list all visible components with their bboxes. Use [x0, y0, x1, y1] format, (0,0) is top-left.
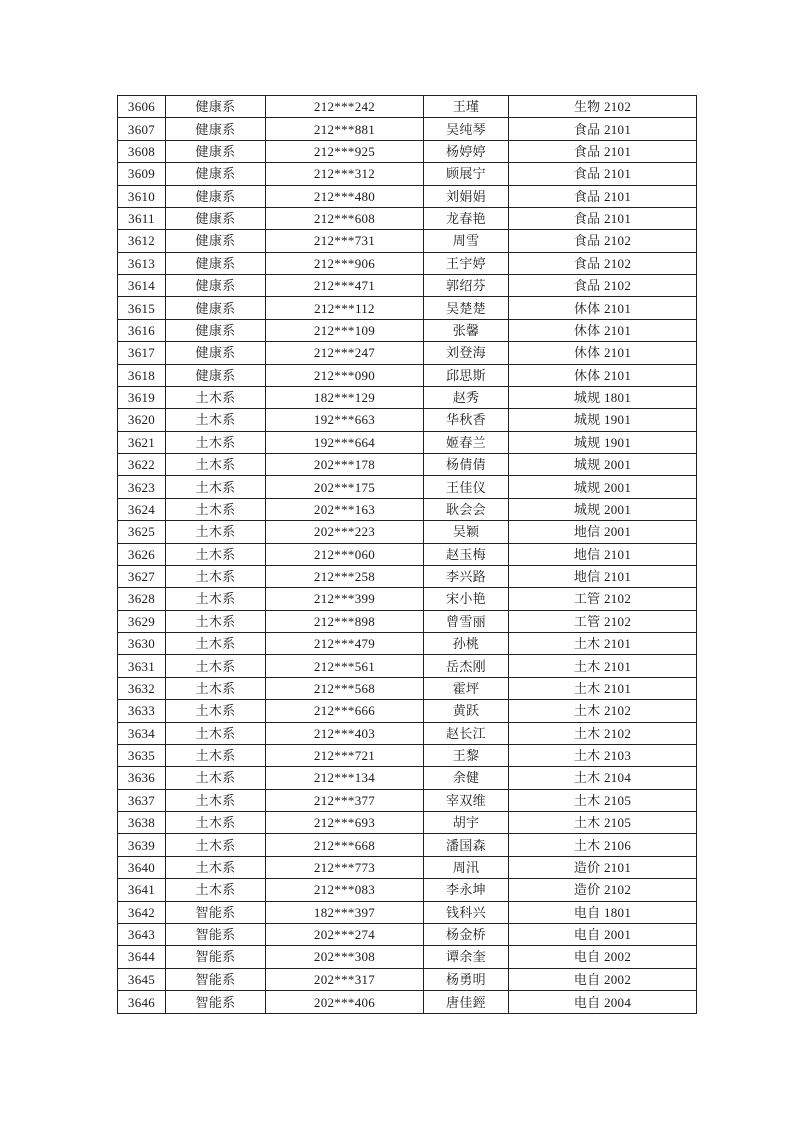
- cell-class: 土木 2101: [509, 677, 697, 699]
- cell-class: 城规 2001: [509, 454, 697, 476]
- cell-student_id: 212***258: [266, 565, 424, 587]
- cell-name: 赵秀: [424, 386, 509, 408]
- table-row: [118, 744, 697, 766]
- table-row: [118, 498, 697, 520]
- table-row: [118, 968, 697, 990]
- table-body: [118, 96, 697, 1014]
- cell-name: 顾展宁: [424, 163, 509, 185]
- cell-name: 谭余奎: [424, 946, 509, 968]
- cell-student_id: 212***693: [266, 812, 424, 834]
- cell-student_id: 212***568: [266, 677, 424, 699]
- cell-student_id: 192***663: [266, 409, 424, 431]
- cell-name: 耿会会: [424, 498, 509, 520]
- cell-class: 土木 2102: [509, 700, 697, 722]
- table-row: [118, 677, 697, 699]
- table-row: [118, 856, 697, 878]
- cell-class: 食品 2102: [509, 252, 697, 274]
- cell-department: 健康系: [166, 252, 266, 274]
- cell-name: 曾雪丽: [424, 610, 509, 632]
- cell-serial: 3627: [118, 565, 166, 587]
- cell-serial: 3629: [118, 610, 166, 632]
- cell-serial: 3626: [118, 543, 166, 565]
- table-row: [118, 297, 697, 319]
- cell-class: 地信 2001: [509, 521, 697, 543]
- cell-name: 宰双维: [424, 789, 509, 811]
- cell-name: 唐佳鋞: [424, 991, 509, 1014]
- cell-class: 休体 2101: [509, 319, 697, 341]
- cell-student_id: 212***242: [266, 96, 424, 118]
- cell-department: 土木系: [166, 476, 266, 498]
- table-row: [118, 812, 697, 834]
- cell-serial: 3618: [118, 364, 166, 386]
- table-row: [118, 655, 697, 677]
- cell-name: 李兴路: [424, 565, 509, 587]
- cell-student_id: 212***480: [266, 185, 424, 207]
- cell-serial: 3610: [118, 185, 166, 207]
- cell-department: 健康系: [166, 275, 266, 297]
- cell-student_id: 212***109: [266, 319, 424, 341]
- cell-department: 土木系: [166, 588, 266, 610]
- cell-department: 智能系: [166, 946, 266, 968]
- cell-serial: 3616: [118, 319, 166, 341]
- cell-class: 土木 2104: [509, 767, 697, 789]
- cell-serial: 3628: [118, 588, 166, 610]
- cell-department: 健康系: [166, 140, 266, 162]
- cell-serial: 3630: [118, 633, 166, 655]
- cell-department: 土木系: [166, 565, 266, 587]
- cell-class: 工管 2102: [509, 610, 697, 632]
- cell-name: 宋小艳: [424, 588, 509, 610]
- cell-department: 健康系: [166, 230, 266, 252]
- cell-serial: 3622: [118, 454, 166, 476]
- cell-class: 城规 1901: [509, 431, 697, 453]
- table-row: [118, 386, 697, 408]
- table-row: [118, 252, 697, 274]
- cell-name: 杨勇明: [424, 968, 509, 990]
- cell-name: 钱科兴: [424, 901, 509, 923]
- cell-name: 赵玉梅: [424, 543, 509, 565]
- cell-department: 土木系: [166, 812, 266, 834]
- cell-name: 吴颖: [424, 521, 509, 543]
- cell-class: 工管 2102: [509, 588, 697, 610]
- cell-name: 周汛: [424, 856, 509, 878]
- table-row: [118, 476, 697, 498]
- cell-class: 食品 2102: [509, 230, 697, 252]
- cell-name: 黄跃: [424, 700, 509, 722]
- cell-department: 健康系: [166, 342, 266, 364]
- cell-name: 周雪: [424, 230, 509, 252]
- table-row: [118, 230, 697, 252]
- cell-student_id: 212***112: [266, 297, 424, 319]
- cell-department: 土木系: [166, 856, 266, 878]
- table-row: [118, 722, 697, 744]
- cell-student_id: 212***060: [266, 543, 424, 565]
- cell-department: 土木系: [166, 834, 266, 856]
- cell-department: 健康系: [166, 163, 266, 185]
- table-row: [118, 96, 697, 118]
- table-row: [118, 521, 697, 543]
- cell-serial: 3608: [118, 140, 166, 162]
- cell-name: 王黎: [424, 744, 509, 766]
- cell-serial: 3637: [118, 789, 166, 811]
- table-row: [118, 879, 697, 901]
- cell-department: 土木系: [166, 744, 266, 766]
- cell-class: 城规 2001: [509, 498, 697, 520]
- table-row: [118, 767, 697, 789]
- cell-class: 造价 2101: [509, 856, 697, 878]
- cell-student_id: 212***668: [266, 834, 424, 856]
- cell-name: 王佳仪: [424, 476, 509, 498]
- cell-department: 智能系: [166, 923, 266, 945]
- cell-class: 城规 2001: [509, 476, 697, 498]
- cell-department: 土木系: [166, 722, 266, 744]
- cell-serial: 3640: [118, 856, 166, 878]
- cell-serial: 3625: [118, 521, 166, 543]
- cell-department: 土木系: [166, 610, 266, 632]
- table-row: [118, 700, 697, 722]
- table-row: [118, 543, 697, 565]
- cell-class: 生物 2102: [509, 96, 697, 118]
- cell-serial: 3645: [118, 968, 166, 990]
- cell-name: 吴楚楚: [424, 297, 509, 319]
- cell-department: 土木系: [166, 386, 266, 408]
- cell-department: 土木系: [166, 498, 266, 520]
- cell-name: 孙桃: [424, 633, 509, 655]
- cell-serial: 3624: [118, 498, 166, 520]
- cell-student_id: 202***274: [266, 923, 424, 945]
- cell-class: 电自 2002: [509, 968, 697, 990]
- cell-serial: 3613: [118, 252, 166, 274]
- cell-department: 智能系: [166, 991, 266, 1014]
- cell-name: 李永坤: [424, 879, 509, 901]
- cell-class: 地信 2101: [509, 543, 697, 565]
- cell-department: 土木系: [166, 879, 266, 901]
- cell-student_id: 202***317: [266, 968, 424, 990]
- cell-name: 杨婷婷: [424, 140, 509, 162]
- cell-department: 土木系: [166, 454, 266, 476]
- cell-department: 土木系: [166, 521, 266, 543]
- table-row: [118, 207, 697, 229]
- cell-serial: 3638: [118, 812, 166, 834]
- table-row: [118, 140, 697, 162]
- cell-student_id: 182***397: [266, 901, 424, 923]
- cell-student_id: 212***898: [266, 610, 424, 632]
- table-row: [118, 789, 697, 811]
- cell-class: 电自 1801: [509, 901, 697, 923]
- cell-student_id: 182***129: [266, 386, 424, 408]
- cell-student_id: 212***561: [266, 655, 424, 677]
- cell-serial: 3644: [118, 946, 166, 968]
- cell-student_id: 202***308: [266, 946, 424, 968]
- table-row: [118, 991, 697, 1014]
- table-row: [118, 565, 697, 587]
- cell-serial: 3634: [118, 722, 166, 744]
- cell-department: 土木系: [166, 655, 266, 677]
- cell-class: 食品 2101: [509, 185, 697, 207]
- cell-student_id: 202***175: [266, 476, 424, 498]
- table-row: [118, 342, 697, 364]
- cell-serial: 3633: [118, 700, 166, 722]
- cell-department: 健康系: [166, 319, 266, 341]
- cell-department: 土木系: [166, 543, 266, 565]
- cell-name: 龙春艳: [424, 207, 509, 229]
- cell-class: 土木 2106: [509, 834, 697, 856]
- cell-class: 土木 2102: [509, 722, 697, 744]
- cell-class: 电自 2002: [509, 946, 697, 968]
- cell-department: 健康系: [166, 297, 266, 319]
- cell-name: 杨金桥: [424, 923, 509, 945]
- cell-student_id: 202***163: [266, 498, 424, 520]
- student-roster-table: [117, 95, 697, 1014]
- cell-name: 余健: [424, 767, 509, 789]
- cell-student_id: 212***608: [266, 207, 424, 229]
- table-row: [118, 118, 697, 140]
- cell-department: 土木系: [166, 789, 266, 811]
- cell-class: 土木 2103: [509, 744, 697, 766]
- cell-department: 土木系: [166, 677, 266, 699]
- cell-serial: 3614: [118, 275, 166, 297]
- table-row: [118, 610, 697, 632]
- cell-serial: 3619: [118, 386, 166, 408]
- cell-name: 岳杰刚: [424, 655, 509, 677]
- cell-department: 健康系: [166, 96, 266, 118]
- cell-student_id: 212***721: [266, 744, 424, 766]
- cell-student_id: 212***666: [266, 700, 424, 722]
- cell-serial: 3643: [118, 923, 166, 945]
- cell-student_id: 212***731: [266, 230, 424, 252]
- cell-class: 食品 2101: [509, 163, 697, 185]
- cell-department: 土木系: [166, 409, 266, 431]
- table-row: [118, 834, 697, 856]
- cell-name: 刘登海: [424, 342, 509, 364]
- table-row: [118, 946, 697, 968]
- table-row: [118, 319, 697, 341]
- cell-name: 霍坪: [424, 677, 509, 699]
- cell-department: 智能系: [166, 968, 266, 990]
- table-row: [118, 431, 697, 453]
- cell-student_id: 192***664: [266, 431, 424, 453]
- cell-name: 华秋香: [424, 409, 509, 431]
- cell-student_id: 212***399: [266, 588, 424, 610]
- table-row: [118, 588, 697, 610]
- cell-class: 土木 2101: [509, 655, 697, 677]
- cell-class: 电自 2004: [509, 991, 697, 1014]
- cell-student_id: 212***479: [266, 633, 424, 655]
- cell-serial: 3611: [118, 207, 166, 229]
- cell-department: 健康系: [166, 185, 266, 207]
- cell-class: 地信 2101: [509, 565, 697, 587]
- cell-class: 土木 2105: [509, 789, 697, 811]
- cell-name: 胡宇: [424, 812, 509, 834]
- cell-student_id: 212***247: [266, 342, 424, 364]
- cell-class: 食品 2101: [509, 140, 697, 162]
- cell-name: 吴纯琴: [424, 118, 509, 140]
- cell-student_id: 202***223: [266, 521, 424, 543]
- cell-name: 张馨: [424, 319, 509, 341]
- cell-student_id: 202***406: [266, 991, 424, 1014]
- cell-serial: 3606: [118, 96, 166, 118]
- cell-department: 健康系: [166, 364, 266, 386]
- cell-serial: 3635: [118, 744, 166, 766]
- cell-class: 电自 2001: [509, 923, 697, 945]
- cell-serial: 3646: [118, 991, 166, 1014]
- cell-class: 土木 2105: [509, 812, 697, 834]
- cell-department: 健康系: [166, 118, 266, 140]
- cell-department: 土木系: [166, 431, 266, 453]
- cell-department: 土木系: [166, 700, 266, 722]
- cell-student_id: 212***881: [266, 118, 424, 140]
- cell-name: 邱思斯: [424, 364, 509, 386]
- table-row: [118, 163, 697, 185]
- cell-serial: 3639: [118, 834, 166, 856]
- cell-student_id: 212***773: [266, 856, 424, 878]
- cell-serial: 3636: [118, 767, 166, 789]
- cell-department: 智能系: [166, 901, 266, 923]
- cell-serial: 3617: [118, 342, 166, 364]
- cell-class: 食品 2101: [509, 207, 697, 229]
- cell-serial: 3631: [118, 655, 166, 677]
- table-row: [118, 185, 697, 207]
- cell-name: 赵长江: [424, 722, 509, 744]
- cell-student_id: 212***134: [266, 767, 424, 789]
- cell-serial: 3641: [118, 879, 166, 901]
- cell-serial: 3621: [118, 431, 166, 453]
- cell-name: 王宇婷: [424, 252, 509, 274]
- cell-class: 休体 2101: [509, 342, 697, 364]
- cell-serial: 3620: [118, 409, 166, 431]
- cell-name: 郭绍芬: [424, 275, 509, 297]
- cell-class: 造价 2102: [509, 879, 697, 901]
- cell-student_id: 202***178: [266, 454, 424, 476]
- cell-student_id: 212***377: [266, 789, 424, 811]
- cell-serial: 3612: [118, 230, 166, 252]
- table-row: [118, 633, 697, 655]
- table-row: [118, 454, 697, 476]
- cell-class: 土木 2101: [509, 633, 697, 655]
- cell-name: 杨倩倩: [424, 454, 509, 476]
- cell-class: 城规 1901: [509, 409, 697, 431]
- table-row: [118, 409, 697, 431]
- cell-serial: 3623: [118, 476, 166, 498]
- cell-name: 刘娟娟: [424, 185, 509, 207]
- cell-student_id: 212***471: [266, 275, 424, 297]
- cell-serial: 3632: [118, 677, 166, 699]
- cell-student_id: 212***403: [266, 722, 424, 744]
- cell-student_id: 212***083: [266, 879, 424, 901]
- cell-student_id: 212***925: [266, 140, 424, 162]
- cell-serial: 3607: [118, 118, 166, 140]
- cell-student_id: 212***312: [266, 163, 424, 185]
- cell-class: 休体 2101: [509, 364, 697, 386]
- cell-serial: 3609: [118, 163, 166, 185]
- cell-department: 土木系: [166, 633, 266, 655]
- cell-serial: 3615: [118, 297, 166, 319]
- cell-student_id: 212***090: [266, 364, 424, 386]
- cell-class: 休体 2101: [509, 297, 697, 319]
- cell-student_id: 212***906: [266, 252, 424, 274]
- table-row: [118, 275, 697, 297]
- table-row: [118, 901, 697, 923]
- cell-class: 食品 2102: [509, 275, 697, 297]
- cell-department: 健康系: [166, 207, 266, 229]
- cell-name: 姬春兰: [424, 431, 509, 453]
- cell-name: 王瑾: [424, 96, 509, 118]
- cell-department: 土木系: [166, 767, 266, 789]
- cell-serial: 3642: [118, 901, 166, 923]
- table-row: [118, 364, 697, 386]
- cell-class: 食品 2101: [509, 118, 697, 140]
- table-row: [118, 923, 697, 945]
- cell-name: 潘国森: [424, 834, 509, 856]
- cell-class: 城规 1801: [509, 386, 697, 408]
